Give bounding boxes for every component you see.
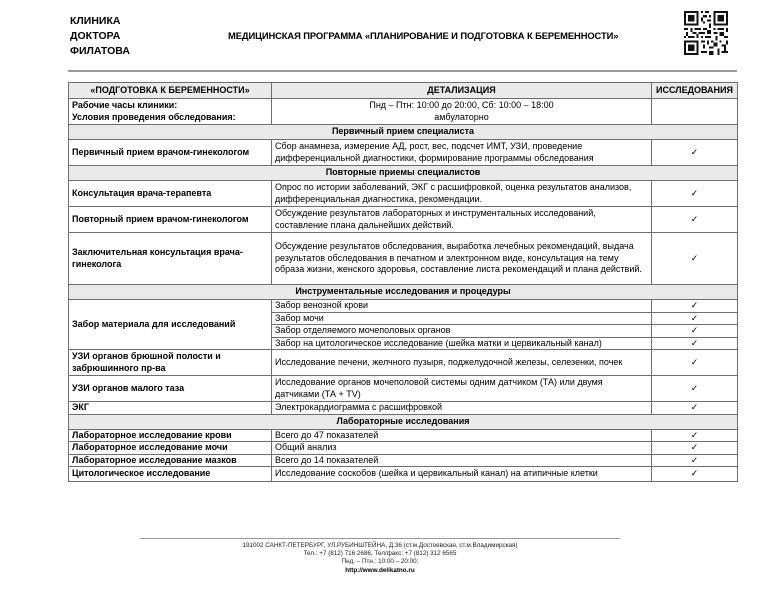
table-row xyxy=(69,442,738,455)
service-name: Забор материала для исследований xyxy=(69,300,272,350)
section-header-lab: Лабораторные исследования xyxy=(69,414,738,429)
clinic-name xyxy=(70,14,130,59)
footer-phones: Тел.: +7 (812) 716 2686, Тел/факс: +7 (812) 312 6565 xyxy=(303,550,457,558)
service-name: Цитологическое исследование xyxy=(69,467,272,482)
service-detail: Обсуждение результатов обследования, выработка лечебных рекомендаций, выдача результатов обследования в печатном и электронном виде, консультация на тему образа жизни, женского здоровья, составление листа рекомендаций и плана действий. xyxy=(272,233,652,285)
service-name: УЗИ органов брюшной полости и забрюшинного пр-ва xyxy=(69,350,272,376)
service-detail: Всего до 47 показателей xyxy=(272,429,652,442)
clinic-name-line: КЛИНИКА xyxy=(70,15,121,27)
clinic-name-line: ДОКТОРА xyxy=(70,30,121,42)
check-icon: ✓ xyxy=(652,337,738,350)
check-icon: ✓ xyxy=(652,300,738,313)
table-row xyxy=(69,300,738,313)
check-icon: ✓ xyxy=(652,140,738,166)
document-title: МЕДИЦИНСКАЯ ПРОГРАММА «ПЛАНИРОВАНИЕ И ПОДГОТОВКА К БЕРЕМЕННОСТИ» xyxy=(228,30,619,41)
service-detail: Общий анализ xyxy=(272,442,652,455)
service-detail: Забор на цитологическое исследование (шейка матки и цервикальный канал) xyxy=(272,337,652,350)
service-detail: Опрос по истории заболеваний, ЭКГ с расшифровкой, оценка результатов анализов, дифференциальная диагностика, рекомендации. xyxy=(272,181,652,207)
service-name: Лабораторное исследование мочи xyxy=(69,442,272,455)
qr-code-icon xyxy=(684,11,728,55)
service-detail: Всего до 14 показателей xyxy=(272,454,652,467)
service-detail: Забор отделяемого мочеполовых органов xyxy=(272,325,652,338)
service-detail: Забор венозной крови xyxy=(272,300,652,313)
service-detail: Забор мочи xyxy=(272,312,652,325)
table-row xyxy=(69,140,738,166)
table-row xyxy=(69,429,738,442)
service-detail: Обсуждение результатов лабораторных и инструментальных исследований, составление плана дальнейших действий. xyxy=(272,207,652,233)
check-icon: ✓ xyxy=(652,181,738,207)
service-detail: Сбор анамнеза, измерение АД, рост, вес, подсчет ИМТ, УЗИ, проведение дифференциальной диагностики, формирование программы обследования xyxy=(272,140,652,166)
service-name: Лабораторное исследование мазков xyxy=(69,454,272,467)
section-header-repeat: Повторные приемы специалистов xyxy=(69,166,738,181)
table-row xyxy=(69,467,738,482)
check-icon: ✓ xyxy=(652,402,738,415)
header-divider xyxy=(68,70,737,72)
footer xyxy=(140,542,620,575)
service-name: Повторный прием врачом-гинекологом xyxy=(69,207,272,233)
service-name: Первичный прием врачом-гинекологом xyxy=(69,140,272,166)
conditions-value: амбулаторно xyxy=(434,111,489,122)
column-header-program: «ПОДГОТОВКА К БЕРЕМЕННОСТИ» xyxy=(69,83,272,99)
column-header-studies: ИССЛЕДОВАНИЯ xyxy=(652,83,738,99)
service-name: ЭКГ xyxy=(69,402,272,415)
table-row xyxy=(69,376,738,402)
check-icon: ✓ xyxy=(652,467,738,482)
clinic-name-line: ФИЛАТОВА xyxy=(70,45,130,57)
check-icon: ✓ xyxy=(652,454,738,467)
info-labels xyxy=(69,99,272,125)
check-icon: ✓ xyxy=(652,429,738,442)
check-icon: ✓ xyxy=(652,207,738,233)
table-header-row xyxy=(69,83,738,99)
info-values xyxy=(272,99,652,125)
info-row xyxy=(69,99,738,125)
footer-address: 191002 САНКТ-ПЕТЕРБУРГ, УЛ.РУБИНШТЕЙНА, Д.36 (ст.м.Достоевская, ст.м.Владимирская) xyxy=(242,542,518,549)
service-detail: Исследование печени, желчного пузыря, поджелудочной железы, селезенки, почек xyxy=(272,350,652,376)
footer-divider xyxy=(140,538,620,539)
program-table xyxy=(68,82,738,482)
footer-hours: Пнд. – Птн.: 10:00 – 20:00; xyxy=(341,558,419,566)
info-empty-cell xyxy=(652,99,738,125)
table-row xyxy=(69,233,738,285)
section-header-instrumental: Инструментальные исследования и процедуры xyxy=(69,285,738,300)
check-icon: ✓ xyxy=(652,376,738,402)
service-detail: Исследование соскобов (шейка и цервикальный канал) на атипичные клетки xyxy=(272,467,652,482)
check-icon: ✓ xyxy=(652,350,738,376)
service-detail: Исследование органов мочеполовой системы одним датчиком (ТА) или двумя датчиками (ТА + TV) xyxy=(272,376,652,402)
service-detail: Электрокардиограмма с расшифровкой xyxy=(272,402,652,415)
hours-value: Пнд – Птн: 10:00 до 20:00, Сб: 10:00 – 18:00 xyxy=(369,100,554,110)
section-header-primary: Первичный прием специалиста xyxy=(69,125,738,140)
check-icon: ✓ xyxy=(652,233,738,285)
check-icon: ✓ xyxy=(652,325,738,338)
hours-label: Рабочие часы клиники: xyxy=(72,100,178,110)
table-row xyxy=(69,402,738,415)
footer-website-link[interactable]: http://www.delikatno.ru xyxy=(345,566,415,574)
column-header-details: ДЕТАЛИЗАЦИЯ xyxy=(272,83,652,99)
table-row xyxy=(69,181,738,207)
table-row xyxy=(69,207,738,233)
service-name: Лабораторное исследование крови xyxy=(69,429,272,442)
service-name: Заключительная консультация врача-гинеколога xyxy=(69,233,272,285)
conditions-label: Условия проведения обследования: xyxy=(72,111,236,122)
service-name: Консультация врача-терапевта xyxy=(69,181,272,207)
check-icon: ✓ xyxy=(652,442,738,455)
table-row xyxy=(69,454,738,467)
check-icon: ✓ xyxy=(652,312,738,325)
table-row xyxy=(69,350,738,376)
service-name: УЗИ органов малого таза xyxy=(69,376,272,402)
